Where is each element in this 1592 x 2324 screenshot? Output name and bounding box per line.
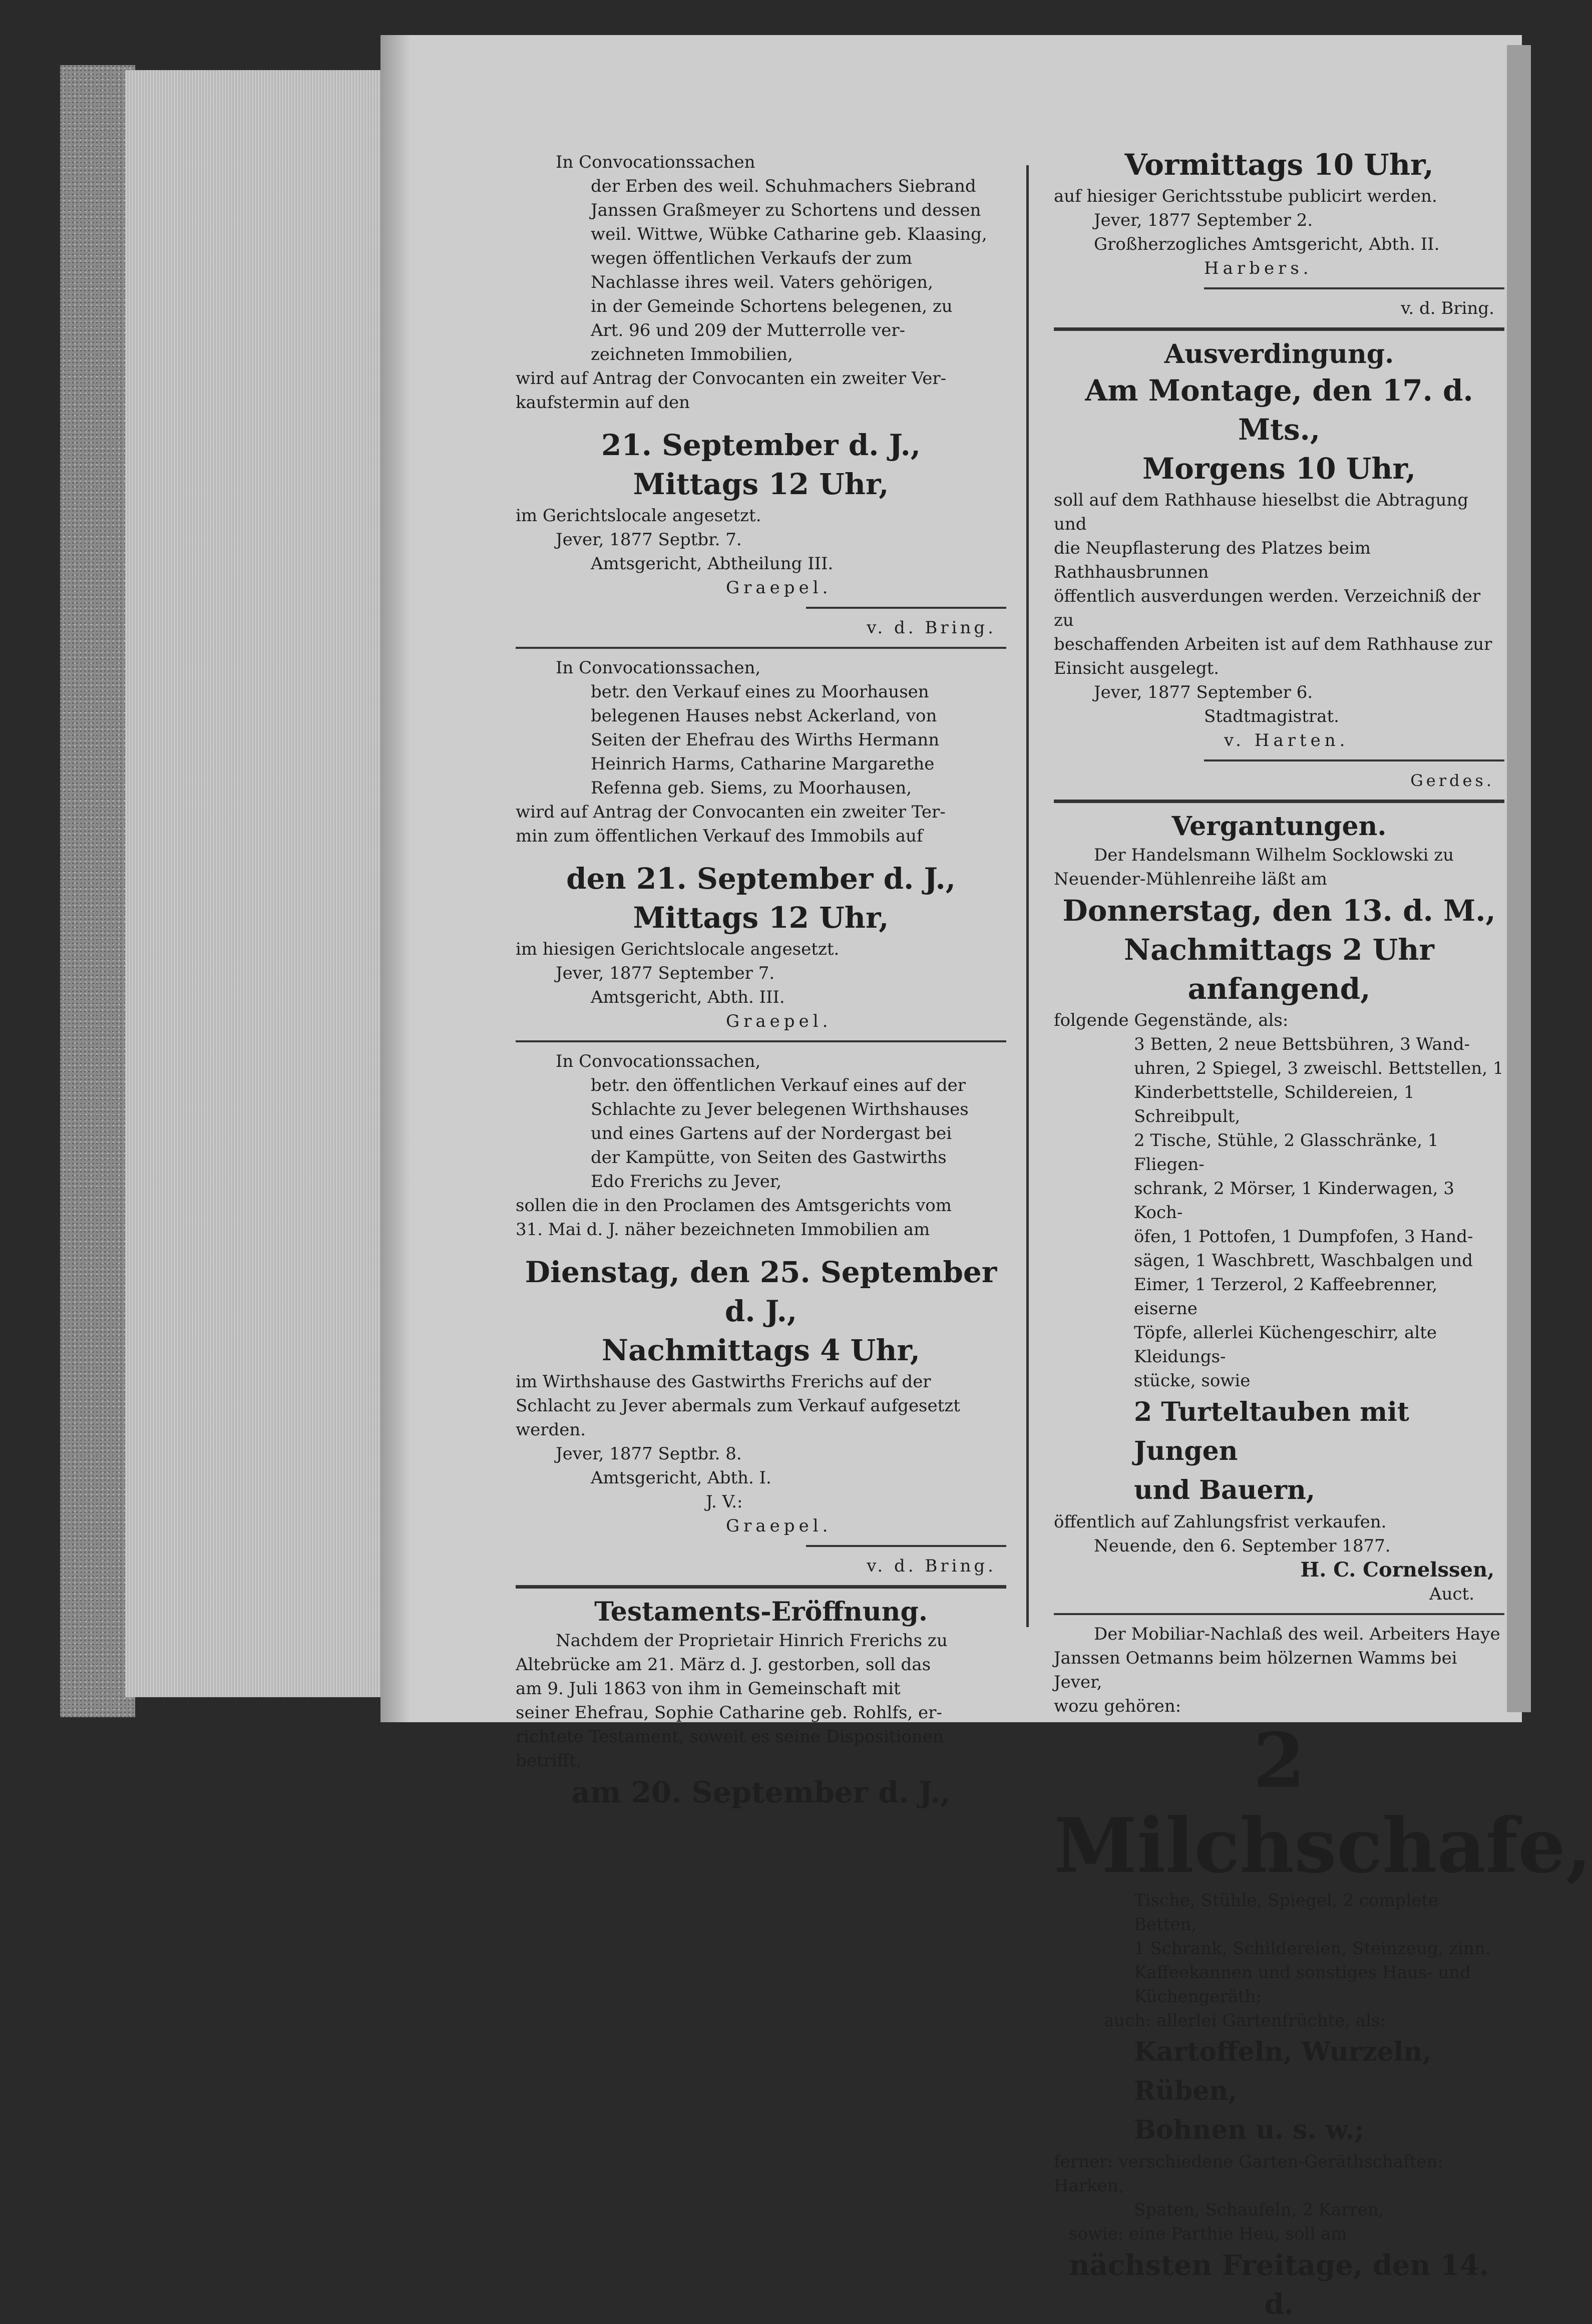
notice-line: wird auf Antrag der Convocanten ein zweiter Ver- <box>516 368 947 389</box>
notice-dateline: Jever, 1877 September 2. <box>1094 210 1313 230</box>
notice-deputy: J. V.: <box>706 1492 743 1512</box>
notice-ausverdingung <box>1054 338 1504 793</box>
notice-line: wozu gehören: <box>1054 1696 1181 1716</box>
notice-time: Nachmittags 2 Uhr anfangend, <box>1124 933 1434 1006</box>
notice-dateline: Jever, 1877 September 7. <box>556 963 775 983</box>
notice-clerk: v. d. Bring. <box>867 618 996 638</box>
notice-clerk: v. d. Bring. <box>867 1556 996 1576</box>
notice-date: am 20. September d. J., <box>571 1775 951 1809</box>
notice-publication <box>1054 145 1504 320</box>
notice-line: betr. den Verkauf eines zu Moorhausen <box>591 682 929 702</box>
notice-line: beschaffenden Arbeiten ist auf dem Rathhause zur <box>1054 634 1492 654</box>
notice-line: 2 Tische, Stühle, 2 Glasschränke, 1 Fliegen- <box>1134 1130 1439 1175</box>
notice-authority: Amtsgericht, Abth. III. <box>591 987 785 1007</box>
signature-rule <box>1204 759 1504 761</box>
notice-dateline: Jever, 1877 Septbr. 7. <box>556 530 742 550</box>
notice-line: richtete Testament, soweit es seine Dispositionen <box>516 1727 944 1747</box>
notice-line: soll auf dem Rathhause hieselbst die Abtragung und <box>1054 490 1469 534</box>
notice-line: Nachlasse ihres weil. Vaters gehörigen, <box>591 272 933 292</box>
notice-testament <box>516 1596 1006 1812</box>
notice-line: im Wirthshause des Gastwirths Frerichs auf der <box>516 1372 931 1392</box>
notice-line: ferner: verschiedene Garten-Geräthschaften: Harken, <box>1054 2152 1443 2196</box>
notice-highlight: Bohnen u. s. w.; <box>1134 2115 1364 2145</box>
notice-line: belegenen Hauses nebst Ackerland, von <box>591 706 937 726</box>
notice-line: stücke, sowie <box>1134 1371 1251 1391</box>
notice-line: Schlacht zu Jever abermals zum Verkauf aufgesetzt <box>516 1396 960 1416</box>
notice-vergantung-1 <box>1054 810 1504 1606</box>
notice-separator <box>516 1040 1006 1042</box>
notice-line: Spaten, Schaufeln, 2 Karren, <box>1134 2200 1384 2220</box>
notice-separator <box>516 647 1006 649</box>
notice-signature: H. C. Cornelssen, <box>1300 1558 1494 1582</box>
notice-line: öffentlich auf Zahlungsfrist verkaufen. <box>1054 1512 1387 1532</box>
notice-line: auch: allerlei Gartenfrüchte, als: <box>1104 2011 1386 2031</box>
notice-time: Nachmittags 4 Uhr, <box>602 1333 920 1367</box>
notice-authority: Großherzogliches Amtsgericht, Abth. II. <box>1094 234 1440 254</box>
notice-line: Art. 96 und 209 der Mutterrolle ver- <box>591 320 906 340</box>
notice-line: Nachdem der Proprietair Hinrich Frerichs zu <box>556 1631 948 1651</box>
notice-line: Edo Frerichs zu Jever, <box>591 1172 782 1192</box>
notice-line: in der Gemeinde Schortens belegenen, zu <box>591 296 953 316</box>
column-divider <box>1026 165 1029 1627</box>
notice-line: betrifft, <box>516 1751 582 1771</box>
notice-line: schrank, 2 Mörser, 1 Kinderwagen, 3 Koch- <box>1134 1179 1454 1223</box>
notice-signature: Graepel. <box>726 578 832 598</box>
notice-signature: Harbers. <box>1204 258 1313 278</box>
notice-line: wird auf Antrag der Convocanten ein zweiter Ter- <box>516 802 946 822</box>
notice-separator <box>1054 1613 1504 1615</box>
notice-clerk: v. d. Bring. <box>1401 298 1494 318</box>
notice-date: Donnerstag, den 13. d. M., <box>1062 894 1496 928</box>
notice-line: im hiesigen Gerichtslocale angesetzt. <box>516 939 840 959</box>
notice-signature: Graepel. <box>726 1516 832 1536</box>
notice-line: folgende Gegenstände, als: <box>1054 1010 1289 1030</box>
signature-rule <box>806 607 1006 609</box>
notice-line: Kaffeekannen und sonstiges Haus- und <box>1134 1963 1471 1983</box>
notice-line: sowie: eine Parthie Heu, soll am <box>1069 2224 1347 2244</box>
notice-highlight: und Bauern, <box>1134 1475 1315 1505</box>
notice-vergantung-2 <box>1054 1622 1592 2324</box>
notice-line: Refenna geb. Siems, zu Moorhausen, <box>591 778 912 798</box>
notice-line: Heinrich Harms, Catharine Margarethe <box>591 754 935 774</box>
notice-line: werden. <box>516 1420 586 1440</box>
notice-time: Mittags 12 Uhr, <box>633 901 889 935</box>
notice-line: wegen öffentlichen Verkaufs der zum <box>591 248 913 268</box>
notice-date: Dienstag, den 25. September d. J., <box>525 1255 997 1328</box>
notice-title: Ausverdingung. <box>1164 339 1394 369</box>
notice-line: Eimer, 1 Terzerol, 2 Kaffeebrenner, eiserne <box>1134 1275 1438 1319</box>
signature-rule <box>1204 287 1504 289</box>
notice-line: Altebrücke am 21. März d. J. gestorben, soll das <box>516 1655 931 1675</box>
notice-convocation-2 <box>516 656 1006 1033</box>
notice-line: öffentlich ausverdungen werden. Verzeichniß der zu <box>1054 586 1481 630</box>
notice-headline: 2 Milchschafe, <box>1054 1717 1592 1890</box>
notice-line: und eines Gartens auf der Nordergast bei <box>591 1123 952 1143</box>
notice-authority: Amtsgericht, Abth. I. <box>591 1468 771 1488</box>
notice-date: Am Montage, den 17. d. Mts., <box>1085 373 1473 447</box>
notice-line: 31. Mai d. J. näher bezeichneten Immobilien am <box>516 1220 930 1240</box>
notice-signature: v. Harten. <box>1224 730 1349 750</box>
notice-line: sägen, 1 Waschbrett, Waschbalgen und <box>1134 1251 1473 1271</box>
notice-clerk: Gerdes. <box>1410 771 1494 790</box>
spine-shadow <box>380 35 411 1722</box>
notice-line: der Kampütte, von Seiten des Gastwirths <box>591 1147 947 1168</box>
notice-line: min zum öffentlichen Verkauf des Immobils auf <box>516 826 923 846</box>
notice-role: Auct. <box>1429 1584 1474 1604</box>
notice-line: In Convocationssachen, <box>556 1051 761 1071</box>
notice-signature: Graepel. <box>726 1011 832 1031</box>
notice-dateline: Neuende, den 6. September 1877. <box>1094 1536 1391 1556</box>
notice-line: die Neupflasterung des Platzes beim Rathhausbrunnen <box>1054 538 1371 582</box>
notice-highlight: 2 Turteltauben mit Jungen <box>1134 1397 1409 1466</box>
notice-line: öfen, 1 Pottofen, 1 Dumpfofen, 3 Hand- <box>1134 1227 1473 1247</box>
notice-dateline: Jever, 1877 September 6. <box>1094 682 1313 702</box>
notice-date: 21. September d. J., <box>601 428 921 462</box>
notice-line: sollen die in den Proclamen des Amtsgerichts vom <box>516 1196 952 1216</box>
notice-line: zeichneten Immobilien, <box>591 344 793 364</box>
notice-line: seiner Ehefrau, Sophie Catharine geb. Rohlfs, er- <box>516 1703 942 1723</box>
notice-line: 3 Betten, 2 neue Bettsbühren, 3 Wand- <box>1134 1034 1470 1054</box>
notice-highlight: Kartoffeln, Wurzeln, Rüben, <box>1134 2037 1432 2106</box>
notice-line: Der Mobiliar-Nachlaß des weil. Arbeiters Haye <box>1094 1624 1500 1644</box>
notice-line: In Convocationssachen <box>556 152 755 172</box>
notice-title: Vergantungen. <box>1171 811 1387 842</box>
notice-authority: Stadtmagistrat. <box>1204 706 1339 726</box>
notice-line: weil. Wittwe, Wübke Catharine geb. Klaasing, <box>591 224 987 244</box>
notice-line: Janssen Oetmanns beim hölzernen Wamms bei Jever, <box>1054 1648 1457 1692</box>
notice-line: am 9. Juli 1863 von ihm in Gemeinschaft mit <box>516 1679 901 1699</box>
notice-line: Kinderbettstelle, Schildereien, 1 Schreibpult, <box>1134 1082 1415 1126</box>
notice-authority: Amtsgericht, Abtheilung III. <box>591 554 834 574</box>
notice-date: nächsten Freitage, den 14. d. <box>1069 2249 1489 2321</box>
notice-line: Seiten der Ehefrau des Wirths Hermann <box>591 730 940 750</box>
book-cover-edge <box>60 65 135 1717</box>
notice-separator <box>1054 327 1504 331</box>
right-page-edge <box>1507 45 1531 1712</box>
notice-separator <box>1054 800 1504 803</box>
notice-line: der Erben des weil. Schuhmachers Siebrand <box>591 176 976 196</box>
notice-time: Vormittags 10 Uhr, <box>1124 148 1434 182</box>
notice-date: den 21. September d. J., <box>566 862 956 896</box>
notice-line: auf hiesiger Gerichtsstube publicirt werden. <box>1054 186 1437 206</box>
notice-title: Testaments-Eröffnung. <box>594 1597 928 1627</box>
notice-line: 1 Schrank, Schildereien, Steinzeug, zinn. <box>1134 1939 1491 1959</box>
notice-line: betr. den öffentlichen Verkauf eines auf der <box>591 1075 966 1095</box>
notice-line: kaufstermin auf den <box>516 393 690 413</box>
left-column <box>516 150 1006 1812</box>
notice-convocation-3 <box>516 1049 1006 1578</box>
notice-line: Der Handelsmann Wilhelm Socklowski zu <box>1094 845 1454 865</box>
notice-convocation-1 <box>516 150 1006 640</box>
notice-line: Tische, Stühle, Spiegel, 2 complete Betten, <box>1134 1890 1439 1934</box>
notice-time: Morgens 10 Uhr, <box>1142 452 1416 486</box>
right-column <box>1054 145 1592 2324</box>
signature-rule <box>806 1545 1006 1547</box>
notice-line: uhren, 2 Spiegel, 3 zweischl. Bettstellen, 1 <box>1134 1058 1504 1078</box>
notice-time: Mittags 12 Uhr, <box>633 467 889 501</box>
page-stack <box>125 70 390 1697</box>
notice-line: In Convocationssachen, <box>556 658 761 678</box>
notice-line: Janssen Graßmeyer zu Schortens und dessen <box>591 200 981 220</box>
notice-separator <box>516 1585 1006 1589</box>
notice-dateline: Jever, 1877 Septbr. 8. <box>556 1444 742 1464</box>
notice-line: Küchengeräth; <box>1134 1987 1262 2007</box>
notice-line: Neuender-Mühlenreihe läßt am <box>1054 869 1327 889</box>
notice-line: im Gerichtslocale angesetzt. <box>516 506 761 526</box>
notice-line: Töpfe, allerlei Küchengeschirr, alte Kleidungs- <box>1134 1323 1437 1367</box>
notice-line: Schlachte zu Jever belegenen Wirthshauses <box>591 1099 969 1119</box>
notice-line: Einsicht ausgelegt. <box>1054 658 1220 678</box>
